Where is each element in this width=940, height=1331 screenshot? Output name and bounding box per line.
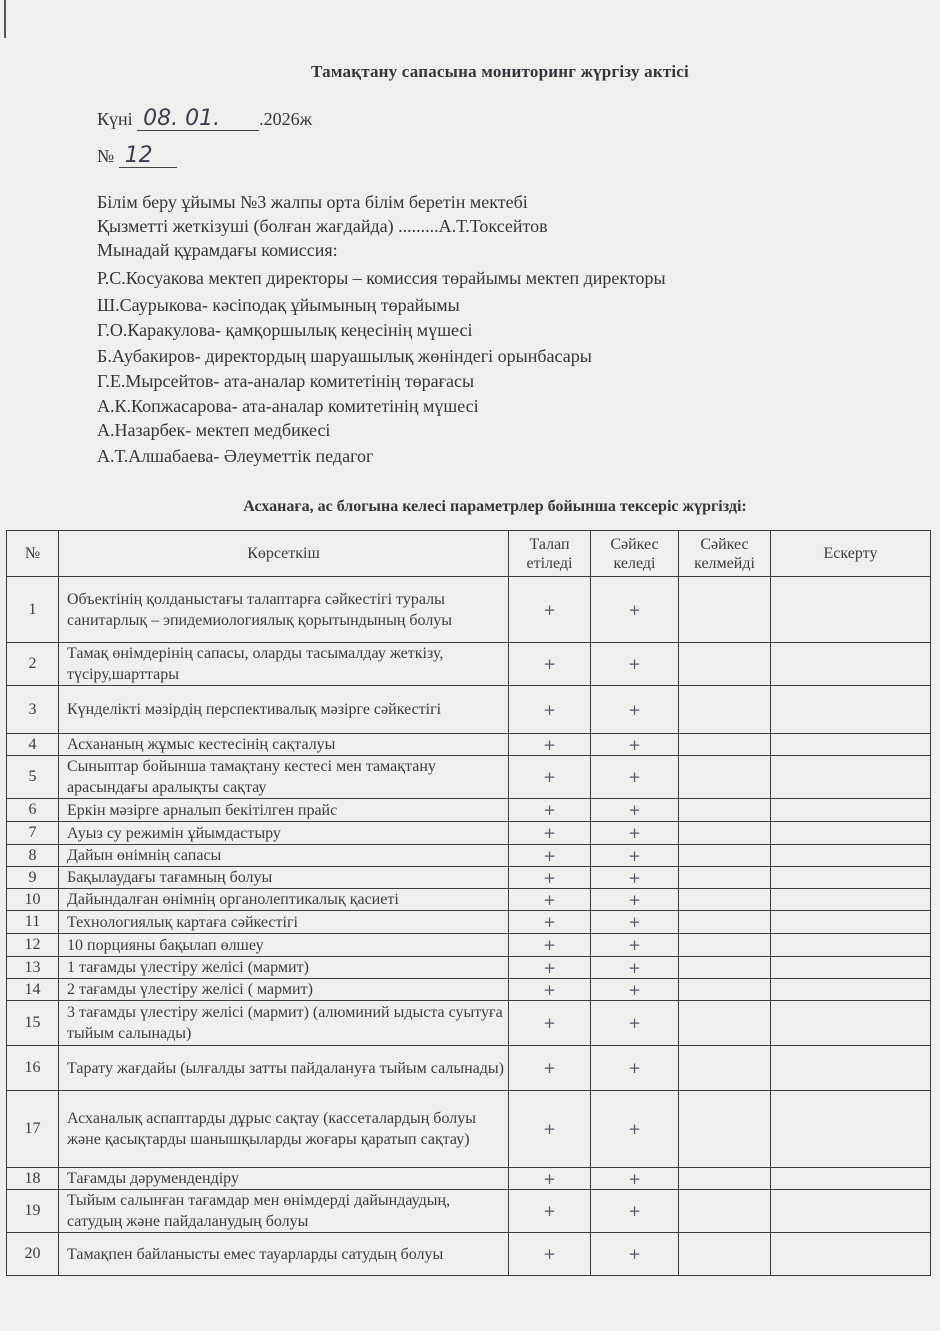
row-indicator: Технологиялық картаға сәйкестігі [59,911,509,934]
row-note [771,799,931,822]
intro-line: А.Т.Алшабаева- Әлеуметтік педагог [97,446,374,466]
document-title: Тамақтану сапасына мониторинг жүргізу актісі [311,62,689,81]
row-matches-mark: + [591,734,679,756]
row-required-mark: + [509,1046,591,1091]
row-not-matches-mark [679,756,771,799]
row-matches-mark: + [591,867,679,889]
row-matches-mark: + [591,979,679,1001]
row-indicator: Ауыз су режимін ұйымдастыру [59,822,509,845]
intro-line: Б.Аубакиров- директордың шаруашылық жөніндегі орынбасары [97,346,592,366]
intro-line: Ш.Саурыкова- кәсіподақ ұйымының төрайымы [97,295,460,315]
row-not-matches-mark [679,845,771,867]
row-not-matches-mark [679,867,771,889]
table-row [7,1190,931,1233]
table-row [7,867,931,889]
table-row [7,1091,931,1168]
row-required-mark: + [509,1190,591,1233]
row-number: 5 [7,756,59,799]
row-note [771,643,931,686]
table-row [7,577,931,643]
row-indicator: Бақылаудағы тағамның болуы [59,867,509,889]
row-required-mark: + [509,1091,591,1168]
row-number: 2 [7,643,59,686]
row-number: 20 [7,1233,59,1276]
row-required-mark: + [509,957,591,979]
row-not-matches-mark [679,643,771,686]
row-matches-mark: + [591,1190,679,1233]
row-indicator: Дайындалған өнімнің органолептикалық қасиеті [59,889,509,911]
table-row [7,1168,931,1190]
row-note [771,867,931,889]
row-indicator: Тағамды дәрумендендіру [59,1168,509,1190]
row-note [771,577,931,643]
row-required-mark: + [509,979,591,1001]
row-required-mark: + [509,734,591,756]
row-number: 4 [7,734,59,756]
table-row [7,1233,931,1276]
table-row [7,911,931,934]
date-suffix: .2026ж [259,109,313,129]
row-note [771,1233,931,1276]
row-matches-mark: + [591,799,679,822]
row-number: 3 [7,686,59,734]
row-not-matches-mark [679,1233,771,1276]
intro-line: Г.О.Каракулова- қамқоршылық кеңесінің мүшесі [97,320,473,340]
number-label: № [97,146,115,166]
row-required-mark: + [509,1168,591,1190]
row-not-matches-mark [679,911,771,934]
number-value: 12 [119,145,177,168]
row-matches-mark: + [591,1001,679,1046]
row-number: 17 [7,1091,59,1168]
table-row [7,934,931,957]
row-required-mark: + [509,686,591,734]
table-row [7,686,931,734]
row-note [771,1091,931,1168]
row-indicator: 3 тағамды үлестіру желісі (мармит) (алюминий ыдыста суытуға тыйым салынады) [59,1001,509,1046]
row-note [771,756,931,799]
row-number: 13 [7,957,59,979]
row-matches-mark: + [591,686,679,734]
row-required-mark: + [509,1233,591,1276]
table-row [7,1001,931,1046]
row-note [771,822,931,845]
row-note [771,734,931,756]
row-required-mark: + [509,845,591,867]
header-not-matches: Сәйкес келмейді [679,531,771,577]
row-note [771,934,931,957]
header-matches: Сәйкес келеді [591,531,679,577]
row-indicator: 1 тағамды үлестіру желісі (мармит) [59,957,509,979]
header-required: Талап етіледі [509,531,591,577]
row-not-matches-mark [679,889,771,911]
row-not-matches-mark [679,1091,771,1168]
row-number: 10 [7,889,59,911]
row-matches-mark: + [591,1168,679,1190]
row-indicator: Асхананың жұмыс кестесінің сақталуы [59,734,509,756]
header-num: № [7,531,59,577]
row-note [771,979,931,1001]
row-matches-mark: + [591,889,679,911]
row-required-mark: + [509,1001,591,1046]
row-not-matches-mark [679,1046,771,1091]
row-indicator: 2 тағамды үлестіру желісі ( мармит) [59,979,509,1001]
row-matches-mark: + [591,934,679,957]
table-body [7,577,931,1276]
row-number: 18 [7,1168,59,1190]
row-number: 9 [7,867,59,889]
row-required-mark: + [509,867,591,889]
row-number: 6 [7,799,59,822]
row-matches-mark: + [591,756,679,799]
row-indicator: Тамақпен байланысты емес тауарларды сатудың болуы [59,1233,509,1276]
row-required-mark: + [509,577,591,643]
row-note [771,1001,931,1046]
row-indicator: Сыныптар бойынша тамақтану кестесі мен тамақтану арасындағы аралықты сақтау [59,756,509,799]
row-not-matches-mark [679,799,771,822]
table-row [7,822,931,845]
row-required-mark: + [509,756,591,799]
row-indicator: Объектінің қолданыстағы талаптарға сәйкестігі туралы санитарлық – эпидемиологиялық қорытындының болуы [59,577,509,643]
table-row [7,643,931,686]
row-required-mark: + [509,934,591,957]
row-number: 8 [7,845,59,867]
row-required-mark: + [509,643,591,686]
row-number: 7 [7,822,59,845]
date-value: 08. 01. [137,108,259,131]
intro-line: Г.Е.Мырсейтов- ата-аналар комитетінің төрағасы [97,371,475,391]
date-label: Күні [97,109,133,129]
row-note [771,1046,931,1091]
row-matches-mark: + [591,1091,679,1168]
table-row [7,957,931,979]
table-row [7,799,931,822]
header-note: Ескерту [771,531,931,577]
row-not-matches-mark [679,1190,771,1233]
row-note [771,1168,931,1190]
inspection-table [6,530,931,1276]
table-row [7,979,931,1001]
row-number: 12 [7,934,59,957]
row-matches-mark: + [591,1046,679,1091]
row-not-matches-mark [679,957,771,979]
row-required-mark: + [509,911,591,934]
row-indicator: Дайын өнімнің сапасы [59,845,509,867]
row-not-matches-mark [679,686,771,734]
row-required-mark: + [509,822,591,845]
row-indicator: Тамақ өнімдерінің сапасы, оларды тасымалдау жеткізу, түсіру,шарттары [59,643,509,686]
row-indicator: Тарату жағдайы (ылғалды затты пайдалануға тыйым салынады) [59,1046,509,1091]
header-indicator: Көрсеткіш [59,531,509,577]
row-matches-mark: + [591,577,679,643]
row-not-matches-mark [679,734,771,756]
row-matches-mark: + [591,845,679,867]
row-not-matches-mark [679,1168,771,1190]
row-required-mark: + [509,889,591,911]
row-not-matches-mark [679,822,771,845]
row-note [771,911,931,934]
row-indicator: 10 порцияны бақылап өлшеу [59,934,509,957]
table-header-row [7,531,931,577]
row-note [771,889,931,911]
intro-line: Қызметті жеткізуші (болған жағдайда) .........А.Т.Токсейтов [97,216,548,236]
table-row [7,756,931,799]
row-matches-mark: + [591,1233,679,1276]
row-number: 15 [7,1001,59,1046]
intro-line: Білім беру ұйымы №3 жалпы орта білім беретін мектебі [97,192,528,212]
row-indicator: Асханалық аспаптарды дұрыс сақтау (кассеталардың болуы және қасықтарды шанышқыларды жоғары қаратып сақтау) [59,1091,509,1168]
table-row [7,734,931,756]
row-note [771,1190,931,1233]
row-not-matches-mark [679,934,771,957]
row-not-matches-mark [679,577,771,643]
table-subtitle: Асханаға, ас блогына келесі параметрлер бойынша тексеріс жүргізді: [243,498,747,515]
table-row [7,845,931,867]
row-indicator: Еркін мәзірге арналып бекітілген прайс [59,799,509,822]
intro-line: Мынадай құрамдағы комиссия: [97,240,338,260]
intro-line: А.Назарбек- мектеп медбикесі [97,420,331,440]
number-line [97,145,177,168]
intro-line: Р.С.Косуакова мектеп директоры – комиссия төрайымы мектеп директоры [97,268,666,288]
row-required-mark: + [509,799,591,822]
row-number: 11 [7,911,59,934]
date-line [97,108,312,131]
row-number: 19 [7,1190,59,1233]
row-number: 14 [7,979,59,1001]
row-note [771,686,931,734]
row-number: 1 [7,577,59,643]
page-edge-mark [4,0,6,38]
row-matches-mark: + [591,911,679,934]
intro-line: А.К.Копжасарова- ата-аналар комитетінің мүшесі [97,396,479,416]
row-number: 16 [7,1046,59,1091]
row-note [771,845,931,867]
row-indicator: Тыйым салынған тағамдар мен өнімдерді дайындаудың, сатудың және пайдаланудың болуы [59,1190,509,1233]
row-not-matches-mark [679,1001,771,1046]
row-indicator: Күнделікті мәзірдің перспективалық мәзірге сәйкестігі [59,686,509,734]
row-not-matches-mark [679,979,771,1001]
table-row [7,1046,931,1091]
row-matches-mark: + [591,957,679,979]
row-matches-mark: + [591,822,679,845]
row-matches-mark: + [591,643,679,686]
row-note [771,957,931,979]
table-row [7,889,931,911]
